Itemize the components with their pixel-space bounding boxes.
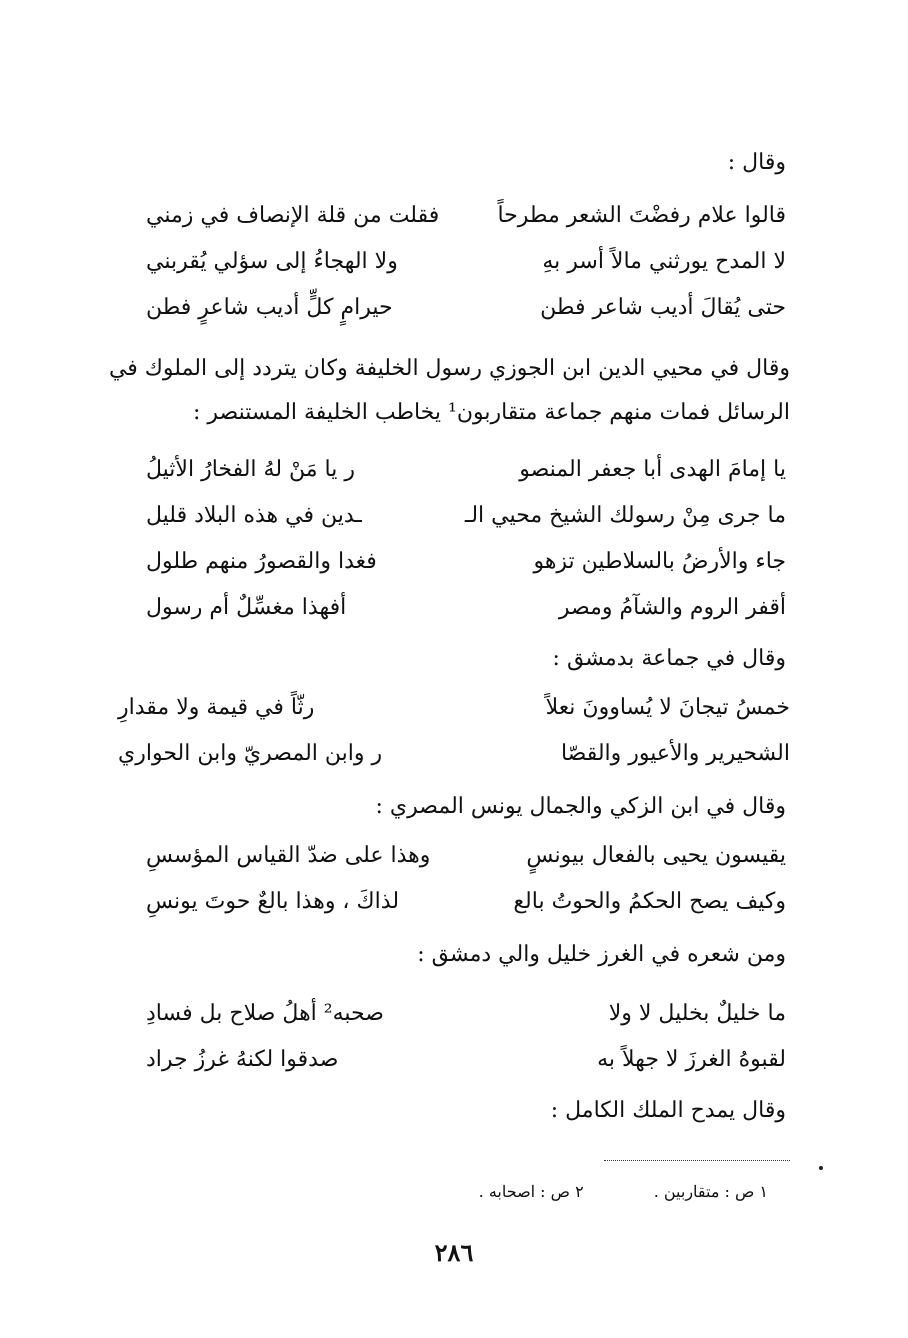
verse-first-hemistich: حتى يُقالَ أديب شاعر فطن xyxy=(540,294,786,320)
verse-first-hemistich: ما جرى مِنْ رسولك الشيخ محيي الـ xyxy=(464,502,786,528)
footnote-separator xyxy=(604,1160,790,1161)
verse-line xyxy=(146,884,786,918)
verse-second-hemistich: ـدين في هذه البلاد قليل xyxy=(146,502,362,528)
verse-second-hemistich: حيرامٍ كلٍّ أديب شاعرٍ فطن xyxy=(146,294,393,320)
verse-line xyxy=(146,290,786,324)
verse-line xyxy=(146,498,786,532)
verse-line xyxy=(146,1042,786,1076)
verse-first-hemistich: خمسُ تيجانَ لا يُساوونَ نعلاً xyxy=(545,694,790,720)
verse-second-hemistich: صحبه² أهلُ صلاح بل فسادِ xyxy=(146,1000,384,1026)
footnote-1: ١ ص : متقاربين . xyxy=(653,1182,768,1201)
prose-line: وقال في محيي الدين ابن الجوزي رسول الخليفة وكان يتردد إلى الملوك في xyxy=(108,356,790,381)
verse-line xyxy=(146,590,786,624)
verse-first-hemistich: أقفر الروم والشآمُ ومصر xyxy=(558,594,786,620)
prose-line: الرسائل فمات منهم جماعة متقاربون¹ يخاطب الخليفة المستنصر : xyxy=(192,400,790,425)
section-intro: وقال في جماعة بدمشق : xyxy=(552,646,786,671)
verse-line xyxy=(146,244,786,278)
verse-line xyxy=(118,736,790,770)
verse-second-hemistich: أفهذا مغسِّلٌ أم رسول xyxy=(146,594,347,620)
verse-second-hemistich: ر يا مَنْ لهُ الفخارُ الأثيلُ xyxy=(146,456,355,482)
verse-first-hemistich: لا المدح يورثني مالاً أسر بهِ xyxy=(542,248,786,274)
verse-second-hemistich: فغدا والقصورُ منهم طلول xyxy=(146,548,377,574)
verse-second-hemistich: ولا الهجاءُ إلى سؤلي يُقربني xyxy=(146,248,398,274)
section-intro: وقال في ابن الزكي والجمال يونس المصري : xyxy=(375,794,786,819)
verse-first-hemistich: يقيسون يحيى بالفعال بيونسٍ xyxy=(526,842,786,868)
section-intro: وقال يمدح الملك الكامل : xyxy=(550,1098,786,1123)
verse-line xyxy=(146,452,786,486)
verse-second-hemistich: رثّاً في قيمة ولا مقدارِ xyxy=(118,694,315,720)
verse-first-hemistich: يا إمامَ الهدى أبا جعفر المنصو xyxy=(519,456,786,482)
verse-first-hemistich: لقبوهُ الغرزَ لا جهلاً به xyxy=(597,1046,786,1072)
verse-second-hemistich: ر وابن المصريّ وابن الحواري xyxy=(118,740,383,766)
footnotes xyxy=(479,1182,768,1201)
verse-second-hemistich: وهذا على ضدّ القياس المؤسسِ xyxy=(146,842,431,868)
verse-line xyxy=(146,544,786,578)
verse-second-hemistich: لذاكَ ، وهذا بالعٌ حوتَ يونسِ xyxy=(146,888,400,914)
section-intro: وقال : xyxy=(727,150,786,175)
verse-second-hemistich: فقلت من قلة الإنصاف في زمني xyxy=(146,202,440,228)
verse-line xyxy=(146,198,786,232)
verse-first-hemistich: وكيف يصح الحكمُ والحوتُ بالع xyxy=(513,888,786,914)
page-number: ٢٨٦ xyxy=(434,1238,474,1267)
footnote-2: ٢ ص : اصحابه . xyxy=(478,1182,584,1201)
verse-line xyxy=(146,838,786,872)
section-intro: ومن شعره في الغرز خليل والي دمشق : xyxy=(417,942,786,967)
verse-first-hemistich: الشحيرير والأعيور والقصّا xyxy=(560,740,790,766)
verse-line xyxy=(146,996,786,1030)
verse-first-hemistich: قالوا علام رفضْتَ الشعر مطرحاً xyxy=(497,202,786,228)
margin-dot xyxy=(819,1166,823,1170)
verse-first-hemistich: ما خليلٌ بخليل لا ولا xyxy=(608,1000,786,1026)
verse-second-hemistich: صدقوا لكنهُ غرزُ جراد xyxy=(146,1046,339,1072)
verse-line xyxy=(118,690,790,724)
verse-first-hemistich: جاء والأرضُ بالسلاطين تزهو xyxy=(533,548,786,574)
